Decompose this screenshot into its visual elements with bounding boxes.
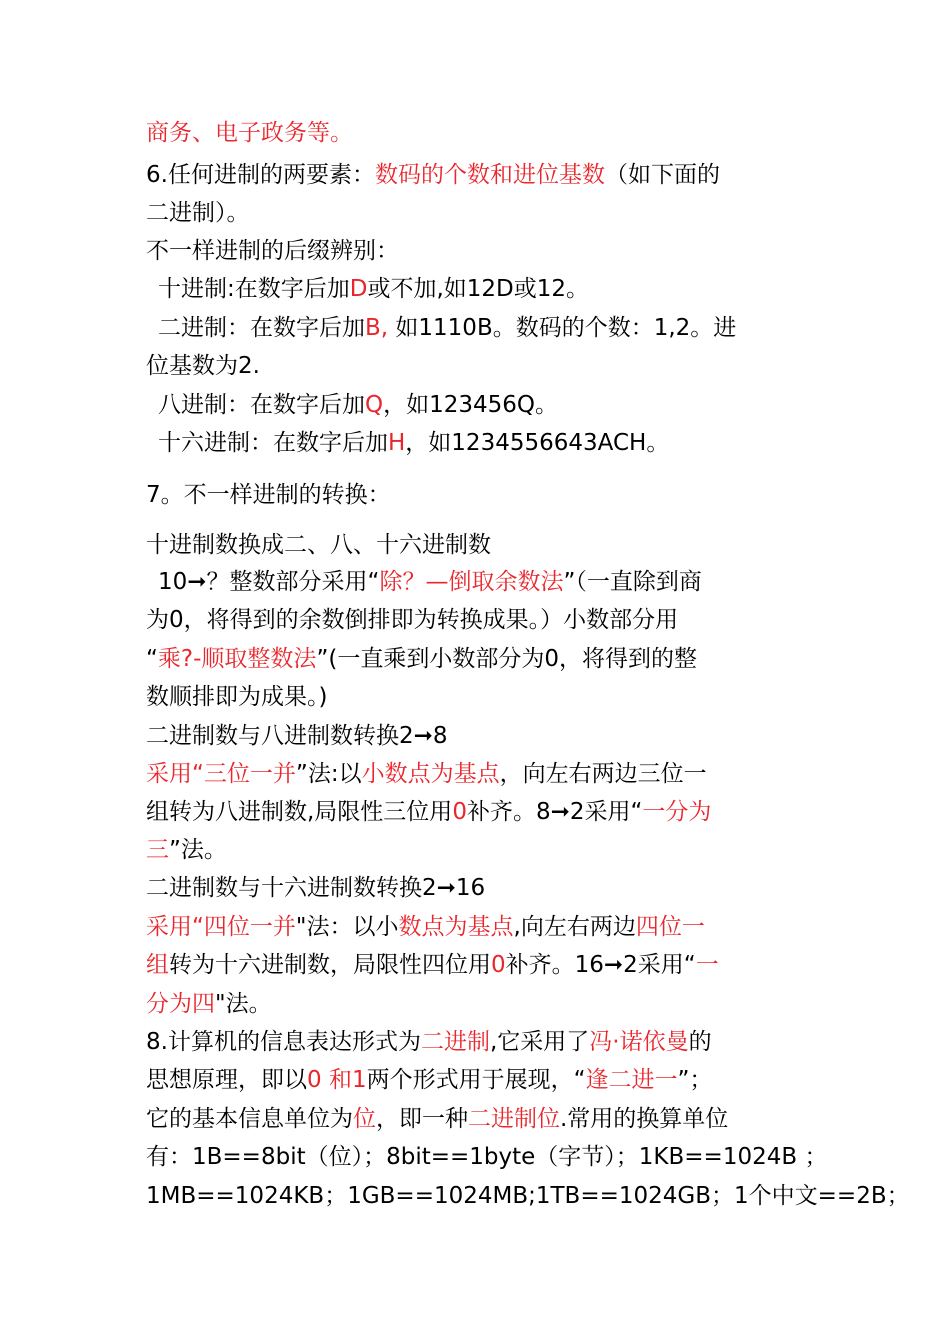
body-text: .常用的换算单位 xyxy=(560,1106,729,1132)
text-line xyxy=(146,721,826,751)
highlight-text: D xyxy=(349,276,368,302)
body-text: 1MB==1024KB；1GB==1024MB;1TB==1024GB；1个中文==2B； xyxy=(146,1183,910,1209)
text-line xyxy=(146,160,826,190)
body-text: ”法。 xyxy=(169,837,227,863)
text-line xyxy=(146,530,826,560)
text-line xyxy=(146,1142,826,1172)
highlight-text: 二进制 xyxy=(420,1029,490,1055)
highlight-text: 采用“ xyxy=(146,914,204,940)
text-line xyxy=(146,198,826,228)
text-line xyxy=(146,682,826,712)
highlight-text: 分为四 xyxy=(146,991,215,1017)
text-line xyxy=(146,605,826,635)
body-text: 如1110B。数码的个数：1,2。进 xyxy=(388,315,737,341)
body-text: "法。 xyxy=(215,991,272,1017)
body-text: ,向左右两边 xyxy=(513,914,636,940)
highlight-text: 乘?-顺取整数法 xyxy=(157,646,317,672)
highlight-text: 逢二进一 xyxy=(585,1067,678,1093)
body-text: 组转为八进制数,局限性三位用 xyxy=(146,799,453,825)
body-text: 二进制数与十六进制数转换2➞16 xyxy=(146,875,486,901)
highlight-text: 0 xyxy=(491,952,506,978)
body-text: 为0，将得到的余数倒排即为转换成果。）小数部分用 xyxy=(146,607,679,633)
body-text: 或不加,如12D或12。 xyxy=(367,276,590,302)
body-text: 二进制数与八进制数转换2➞8 xyxy=(146,723,448,749)
body-text: 十进制:在数字后加 xyxy=(158,276,350,302)
body-text: 6.任何进制的两要素： xyxy=(146,162,375,188)
text-line xyxy=(146,950,826,980)
text-line xyxy=(146,644,826,674)
body-text: ”； xyxy=(677,1067,713,1093)
body-text: ，向左右两边三位一 xyxy=(499,761,707,787)
body-text: 二进制）。 xyxy=(146,200,250,226)
body-text: 两个形式用于展现，“ xyxy=(366,1067,586,1093)
text-line xyxy=(158,274,838,304)
body-text: 有：1B==8bit（位）；8bit==1byte（字节）；1KB==1024B ； xyxy=(146,1144,828,1170)
text-line xyxy=(158,567,838,597)
text-line xyxy=(146,835,826,865)
text-line xyxy=(158,428,838,458)
body-text: 转为十六进制数，局限性四位用 xyxy=(169,952,491,978)
text-line xyxy=(146,480,826,510)
body-text: 不一样进制的后缀辨别： xyxy=(146,238,399,264)
highlight-text: 三位一并 xyxy=(203,761,296,787)
highlight-text: 四位一 xyxy=(635,914,705,940)
highlight-text: 0 xyxy=(452,799,467,825)
body-text: 的 xyxy=(688,1029,712,1055)
text-line xyxy=(146,1027,826,1057)
body-text: "法：以小 xyxy=(295,914,399,940)
text-line xyxy=(146,759,826,789)
highlight-text: 数码的个数和进位基数 xyxy=(374,162,605,188)
highlight-text: 三 xyxy=(146,837,169,863)
body-text: 补齐。8➞2采用“ xyxy=(466,799,643,825)
text-line xyxy=(146,118,826,148)
highlight-text: Q xyxy=(365,392,384,418)
highlight-text: 商务、电子政务等。 xyxy=(146,120,353,146)
body-text: 二进制：在数字后加 xyxy=(158,315,365,341)
body-text: ”(一直乘到小数部分为0，将得到的整 xyxy=(316,646,697,672)
highlight-text: 小数点为基点 xyxy=(361,761,500,787)
body-text: ,它采用了 xyxy=(489,1029,590,1055)
body-text: 7。不一样进制的转换： xyxy=(146,482,391,508)
highlight-text: 一分为 xyxy=(642,799,712,825)
body-text: ，如1234556643ACH。 xyxy=(405,430,670,456)
body-text: 它的基本信息单位为 xyxy=(146,1106,353,1132)
body-text: ”（一直除到商 xyxy=(563,569,702,595)
body-text: “ xyxy=(146,646,158,672)
body-text: 补齐。16➞2采用“ xyxy=(505,952,696,978)
text-line xyxy=(146,873,826,903)
highlight-text: 一 xyxy=(695,952,719,978)
body-text: 十六进制：在数字后加 xyxy=(158,430,388,456)
text-line xyxy=(146,1065,826,1095)
body-text: 八进制：在数字后加 xyxy=(158,392,365,418)
text-line xyxy=(146,351,826,381)
highlight-text: 位 xyxy=(353,1106,376,1132)
text-line xyxy=(146,1104,826,1134)
body-text: （如下面的 xyxy=(604,162,720,188)
highlight-text: 数点为基点 xyxy=(398,914,514,940)
highlight-text: 二进制位 xyxy=(468,1106,560,1132)
text-line xyxy=(146,912,826,942)
body-text: ”法:以 xyxy=(295,761,362,787)
body-text: ，即一种 xyxy=(376,1106,468,1132)
body-text: 思想原理，即以 xyxy=(146,1067,307,1093)
highlight-text: 组 xyxy=(146,952,169,978)
body-text: 十进制数换成二、八、十六进制数 xyxy=(146,532,491,558)
text-line xyxy=(146,797,826,827)
text-line xyxy=(146,1181,910,1211)
highlight-text: 除？—倒取余数法 xyxy=(379,569,564,595)
highlight-text: 0 和1 xyxy=(307,1067,367,1093)
text-line xyxy=(158,390,838,420)
highlight-text: 四位一并 xyxy=(203,914,296,940)
body-text: 10➞？整数部分采用“ xyxy=(158,569,380,595)
highlight-text: H xyxy=(388,430,406,456)
text-line xyxy=(158,313,838,343)
highlight-text: B, xyxy=(365,315,389,341)
highlight-text: 采用“ xyxy=(146,761,204,787)
text-line xyxy=(146,989,826,1019)
body-text: 数顺排即为成果。) xyxy=(146,684,328,710)
text-line xyxy=(146,236,826,266)
body-text: ，如123456Q。 xyxy=(383,392,559,418)
highlight-text: 冯·诺依曼 xyxy=(589,1029,689,1055)
body-text: 8.计算机的信息表达形式为 xyxy=(146,1029,421,1055)
body-text: 位基数为2. xyxy=(146,353,260,379)
